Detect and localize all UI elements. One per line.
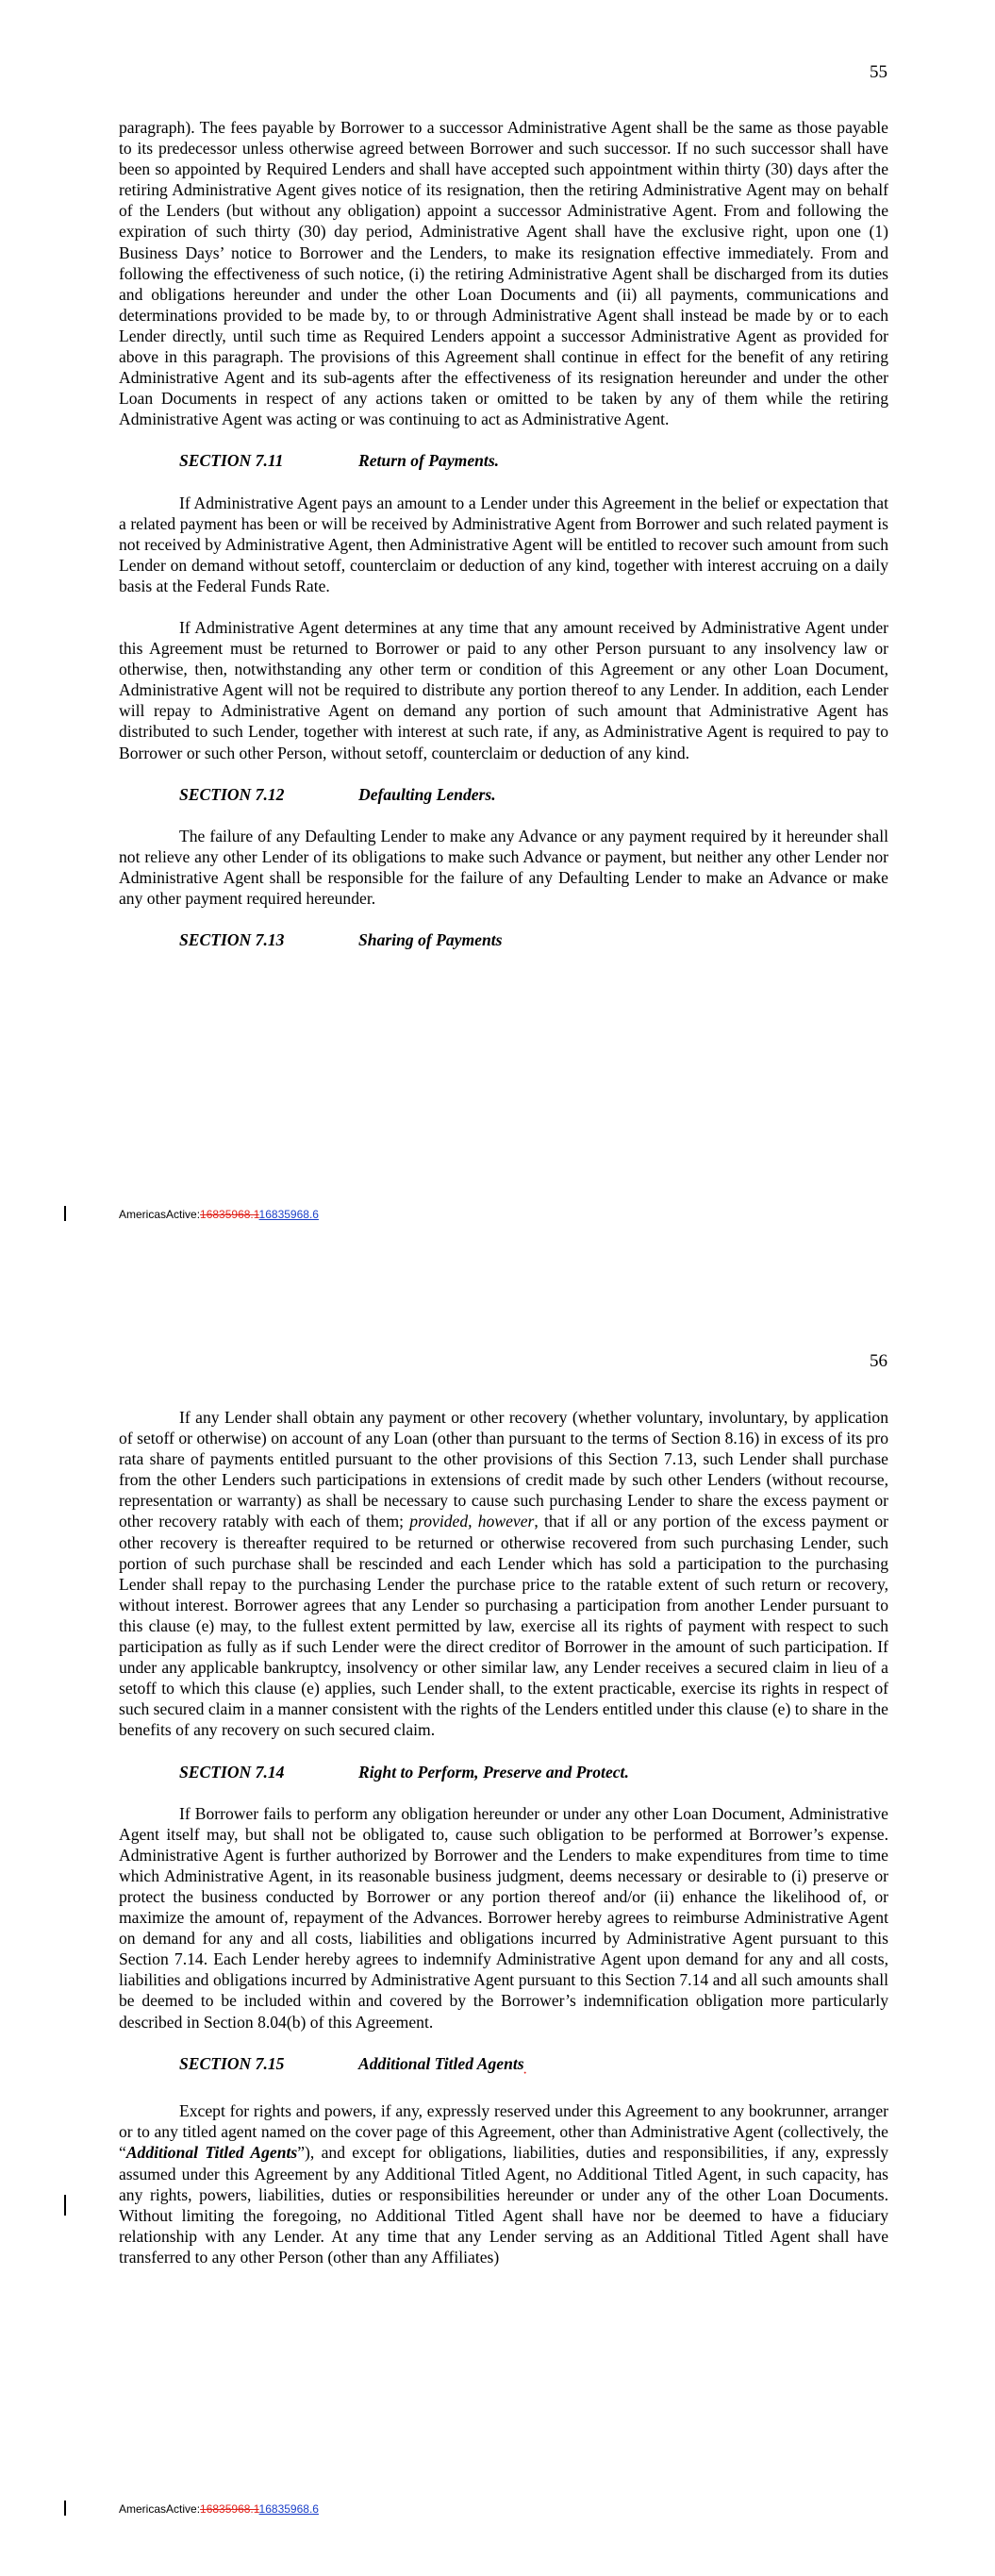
- section-heading-7-14: [179, 1762, 888, 1782]
- deleted-period: .: [523, 2063, 527, 2077]
- paragraph: If any Lender shall obtain any payment or other recovery (whether voluntary, involuntary, by application of setoff or otherwise) on account of any Loan (other than pursuant to the terms of Section 8.16) in excess of its pro rata share of payments entitled pursuant to the other provisions of this Section 7.13, such Lender shall purchase from the other Lenders such participations in extensions of credit made by such other Lenders (without recourse, representation or warranty) as shall be necessary to cause such purchasing Lender to share the excess payment or other recovery ratably with each of them; provided, however, that if all or any portion of the excess payment or other recovery is thereafter required to be returned or otherwise recovered from such purchasing Lender, such portion of such purchase shall be rescinded and each Lender which has sold a participation to the purchasing Lender shall repay to the purchasing Lender the purchase price to the ratable extent of such return or recovery, without interest. Borrower agrees that any Lender so purchasing a participation from another Lender pursuant to this clause (e) may, to the fullest extent permitted by law, exercise all its rights of payment with respect to such participation as fully as if such Lender were the direct creditor of Borrower in the amount of such participation. If under any applicable bankruptcy, insolvency or other similar law, any Lender receives a secured claim in lieu of a setoff to which this clause (e) applies, such Lender shall, to the extent practicable, exercise its rights in respect of such secured claim in a manner consistent with the rights of the Lenders entitled under this clause (e) to share in the benefits of any recovery on such secured claim.: [119, 1408, 888, 1740]
- section-title: Return of Payments.: [358, 451, 500, 471]
- section-heading-7-13: [179, 929, 888, 950]
- page-number: 55: [870, 62, 887, 82]
- document-footer: [119, 1208, 319, 1221]
- section-title: Additional Titled Agents: [358, 2053, 524, 2073]
- page-number: 56: [870, 1351, 887, 1371]
- section-number: SECTION 7.15: [179, 2053, 285, 2073]
- footer-inserted-id: 16835968.6: [258, 1208, 319, 1221]
- paragraph: If Borrower fails to perform any obligation hereunder or under any other Loan Document, Administrative Agent itself may, but shall not be obligated to, cause such obligation to be performed at Borrower’s expense. Administrative Agent is further authorized by Borrower and the Lenders to make expenditures from time to time which Administrative Agent, in its reasonable business judgment, deems necessary or desirable to (i) preserve or protect the business conducted by Borrower or any portion thereof and/or (ii) enhance the likelihood of, or maximize the amount of, repayment of the Advances. Borrower hereby agrees to reimburse Administrative Agent on demand for any and all costs, liabilities and obligations incurred by Administrative Agent pursuant to this Section 7.14. Each Lender hereby agrees to indemnify Administrative Agent upon demand for any and all costs, liabilities and obligations incurred by Administrative Agent pursuant to this Section 7.14 and all such amounts shall be deemed to be included within and covered by the Borrower’s indemnification obligation more particularly described in Section 8.04(b) of this Agreement.: [119, 1803, 888, 2032]
- change-bar: [64, 2195, 66, 2216]
- page-55: [0, 0, 995, 1274]
- proviso: provided, however: [409, 1512, 535, 1531]
- paragraph: If Administrative Agent pays an amount to a Lender under this Agreement in the belief or expectation that a related payment has been or will be received by Administrative Agent from Borrower and such related payment is not received by Administrative Agent, then Administrative Agent will be entitled to recover such amount from such Lender on demand without setoff, counterclaim or deduction of any kind, together with interest accruing on a daily basis at the Federal Funds Rate.: [119, 493, 888, 595]
- footer-deleted-id: 16835968.1: [200, 1208, 259, 1221]
- paragraph: The failure of any Defaulting Lender to make any Advance or any payment required by it hereunder shall not relieve any other Lender of its obligations to make such Advance or payment, but neither any other Lender nor Administrative Agent shall be responsible for the failure of any Defaulting Lender to make an Advance or make any other payment required hereunder.: [119, 826, 888, 908]
- section-heading-7-12: [179, 784, 888, 805]
- section-title: Defaulting Lenders.: [358, 784, 496, 804]
- section-title: Sharing of Payments: [358, 930, 503, 950]
- section-heading-7-11: [179, 450, 888, 471]
- page-body: [119, 117, 888, 971]
- section-number: SECTION 7.12: [179, 784, 285, 804]
- footer-inserted-id: 16835968.6: [258, 2502, 319, 2516]
- footer-prefix: AmericasActive:: [119, 1208, 201, 1221]
- section-title: Right to Perform, Preserve and Protect.: [358, 1762, 629, 1781]
- section-number: SECTION 7.11: [179, 451, 284, 471]
- footer-prefix: AmericasActive:: [119, 2502, 201, 2516]
- document-footer: [119, 2502, 319, 2516]
- change-bar: [64, 2501, 66, 2516]
- continuation-paragraph: paragraph). The fees payable by Borrower to a successor Administrative Agent shall be the same as those payable to its predecessor unless otherwise agreed between Borrower and such successor. If no such successor shall have been so appointed by Required Lenders and shall have accepted such appointment within thirty (30) days after the retiring Administrative Agent gives notice of its resignation, then the retiring Administrative Agent may on behalf of the Lenders (but without any obligation) appoint a successor Administrative Agent. From and following the expiration of such thirty (30) day period, Administrative Agent shall have the exclusive right, upon one (1) Business Days’ notice to Borrower and the Lenders, to make its resignation effective immediately. From and following the effectiveness of such notice, (i) the retiring Administrative Agent shall be discharged from its duties and obligations hereunder and under the other Loan Documents and (ii) all payments, communications and determinations provided to be made by, to or through Administrative Agent shall instead be made by or to each Lender directly, until such time as Required Lenders appoint a successor Administrative Agent as provided for above in this paragraph. The provisions of this Agreement shall continue in effect for the benefit of any retiring Administrative Agent and its sub-agents after the effectiveness of its resignation hereunder and under the other Loan Documents in respect of any actions taken or omitted to be taken by any of them while the retiring Administrative Agent was acting or was continuing to act as Administrative Agent.: [119, 118, 888, 429]
- section-number: SECTION 7.14: [179, 1762, 285, 1781]
- page-body: [119, 1407, 888, 2267]
- defined-term: Additional Titled Agents: [125, 2143, 298, 2163]
- change-bar: [64, 1206, 66, 1221]
- section-heading-7-15: [179, 2053, 888, 2081]
- page-56: [0, 1274, 995, 2576]
- footer-deleted-id: 16835968.1: [200, 2502, 259, 2516]
- paragraph: Except for rights and powers, if any, expressly reserved under this Agreement to any bookrunner, arranger or to any titled agent named on the cover page of this Agreement, other than Administrative Agent (collectively, the “Additional Titled Agents”), and except for obligations, liabilities, duties and responsibilities, if any, expressly assumed under this Agreement by any Additional Titled Agent, no Additional Titled Agent, in such capacity, has any rights, powers, liabilities, duties or responsibilities hereunder or under any of the other Loan Documents. Without limiting the foregoing, no Additional Titled Agent shall have nor be deemed to have a fiduciary relationship with any Lender. At any time that any Lender serving as an Additional Titled Agent shall have transferred to any other Person (other than any Affiliates): [119, 2101, 888, 2267]
- section-number: SECTION 7.13: [179, 930, 285, 950]
- paragraph: If Administrative Agent determines at any time that any amount received by Administrative Agent under this Agreement must be returned to Borrower or paid to any other Person pursuant to any insolvency law or otherwise, then, notwithstanding any other term or condition of this Agreement or any other Loan Document, Administrative Agent will not be required to distribute any portion thereof to any Lender. In addition, each Lender will repay to Administrative Agent on demand any portion of such amount that Administrative Agent has distributed to such Lender, together with interest at such rate, if any, as Administrative Agent is required to pay to Borrower or such other Person, without setoff, counterclaim or deduction of any kind.: [119, 617, 888, 762]
